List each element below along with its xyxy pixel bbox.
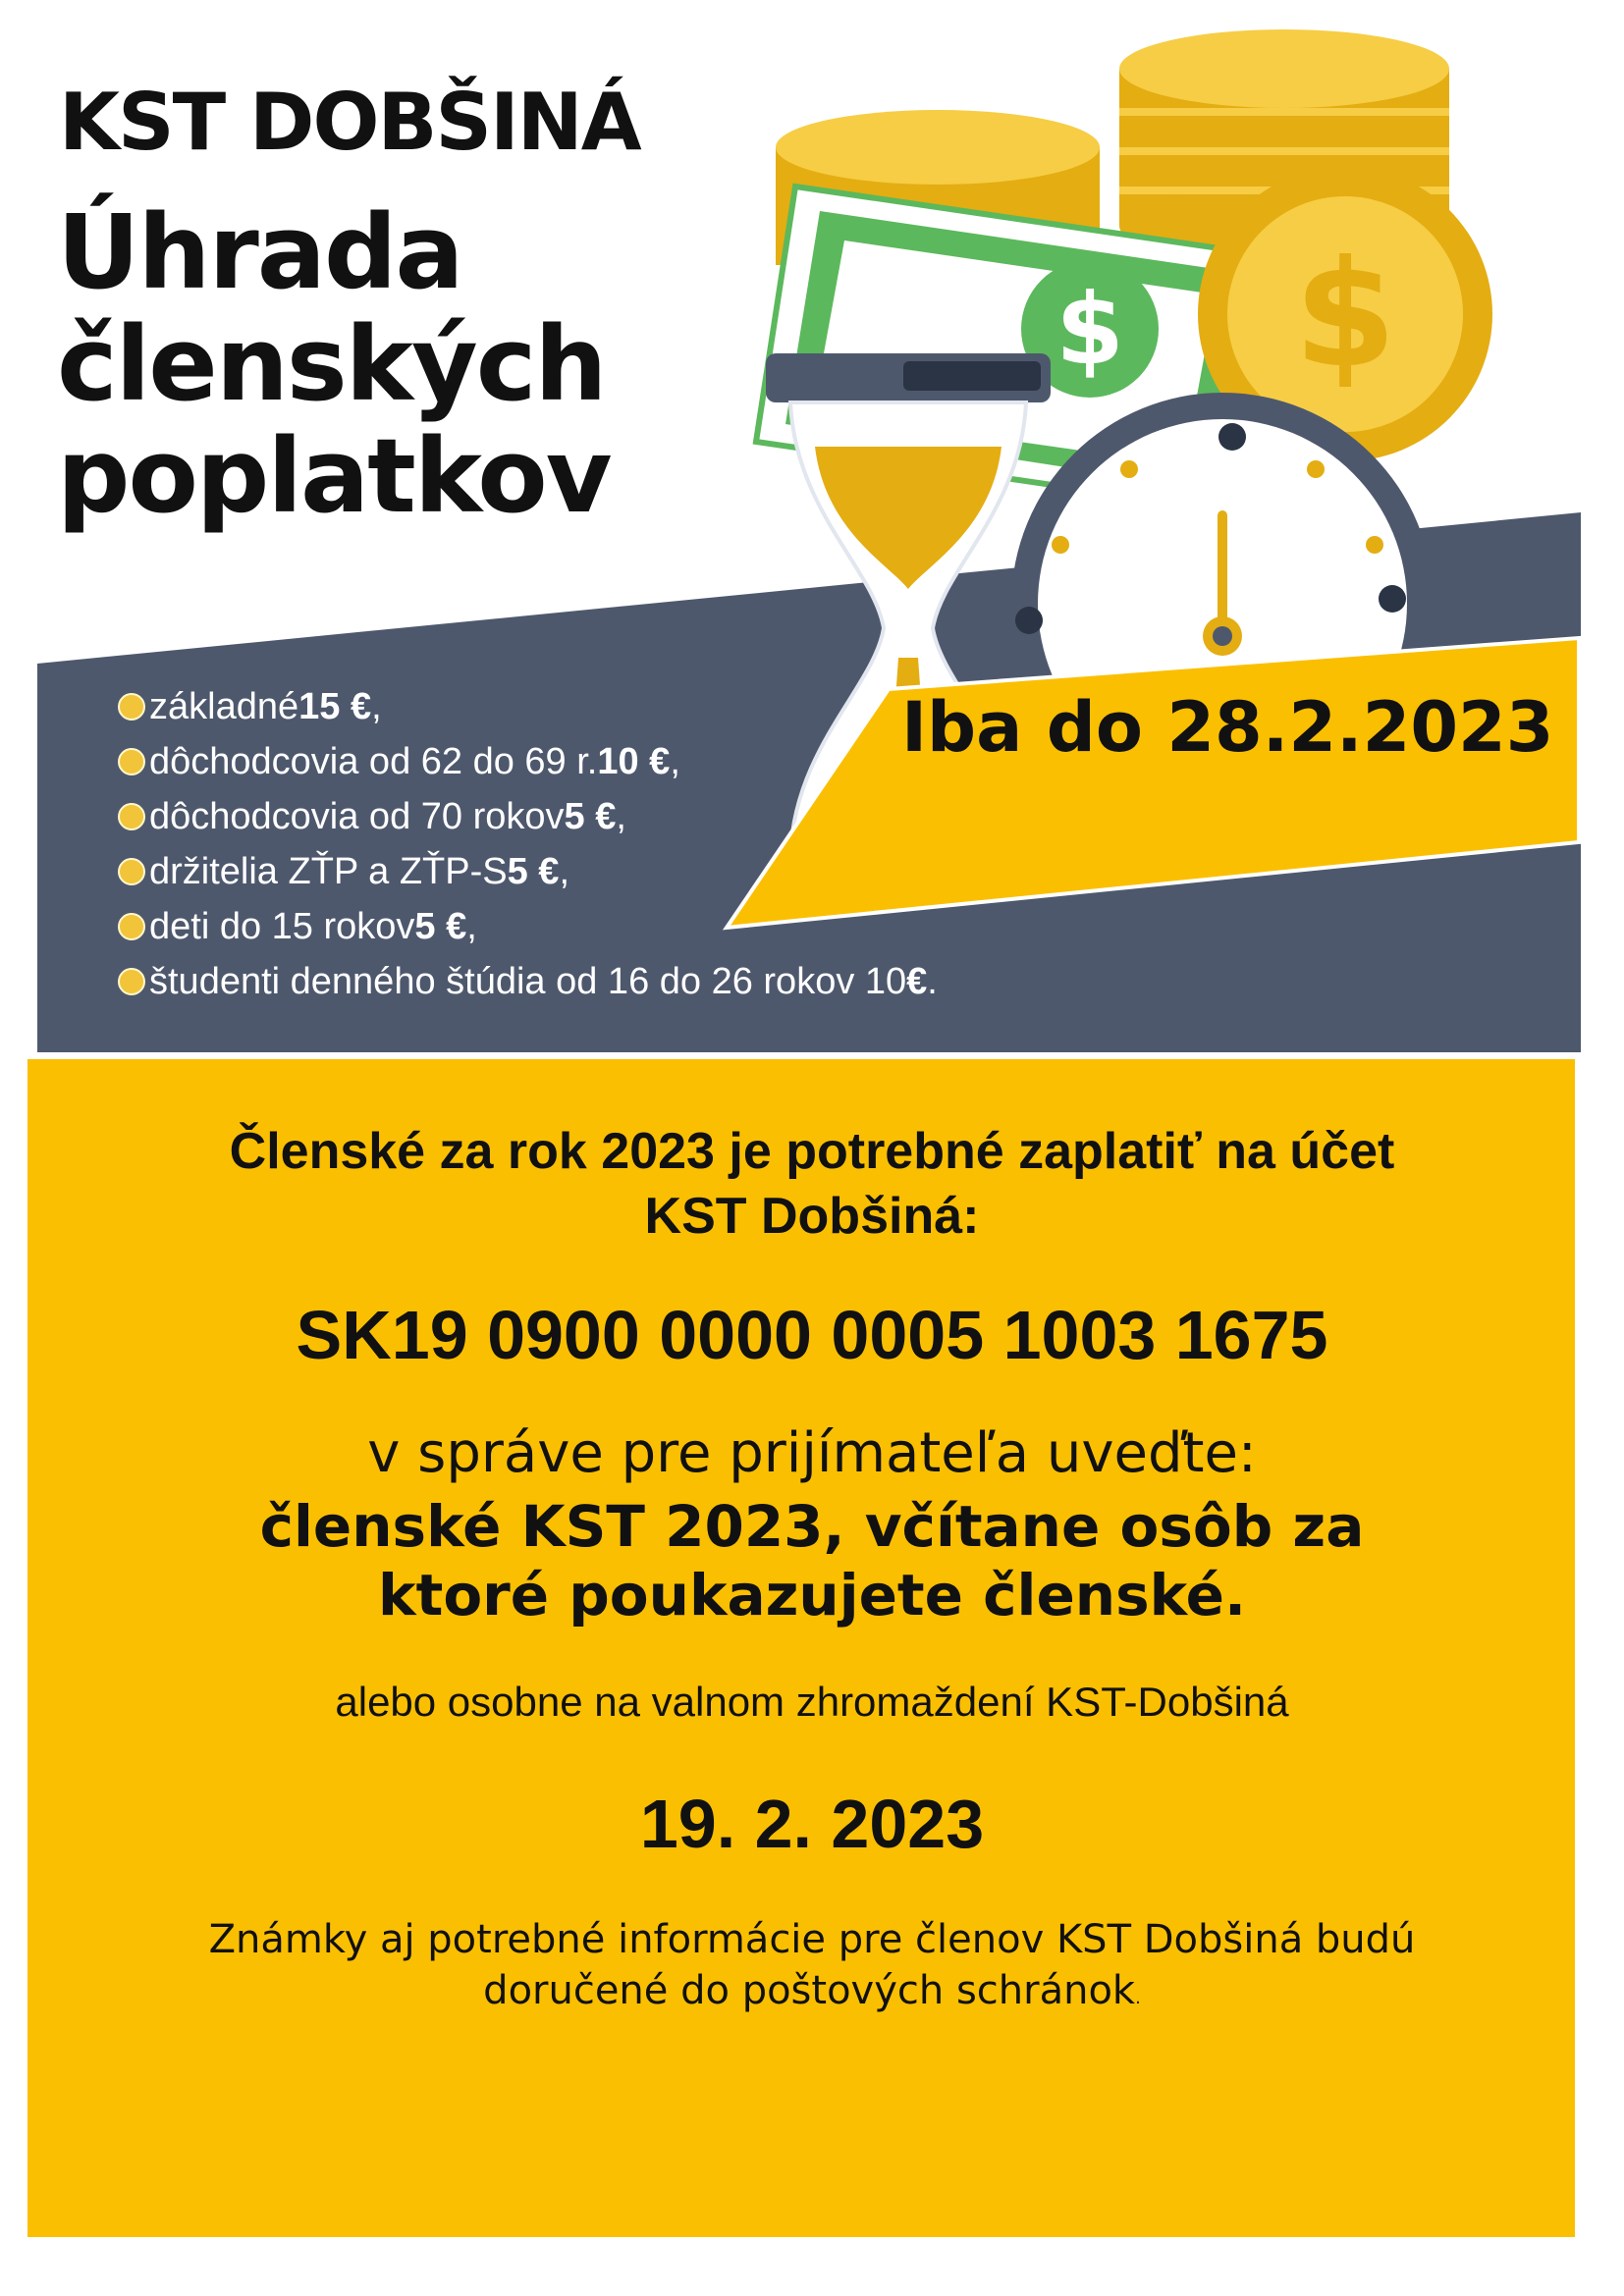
fee-suffix: , <box>559 851 569 892</box>
bullet-icon <box>118 803 145 830</box>
fee-label: študenti denného štúdia od 16 do 26 rokov 10 <box>149 961 907 1002</box>
payment-intro-line-2: KST Dobšiná: <box>644 1188 980 1245</box>
alternative-payment: alebo osobne na valnom zhromaždení KST-Dobšiná <box>335 1679 1289 1725</box>
fee-amount: € <box>906 961 928 1002</box>
delivery-note <box>0 1914 1624 2024</box>
fee-amount: 10 € <box>597 741 671 782</box>
fee-item <box>118 954 938 1009</box>
fee-label: držitelia ZŤP a ZŤP-S <box>149 851 508 892</box>
note-end: . <box>1135 1988 1141 2008</box>
message-line-1: členské KST 2023, včítane osôb za <box>259 1493 1365 1560</box>
fee-item <box>118 789 938 844</box>
note-line-2: doručené do poštových schránok <box>483 1968 1136 2013</box>
payment-intro-line-1: Členské za rok 2023 je potrebné zaplatiť na účet <box>229 1123 1395 1180</box>
organization-name: KST DOBŠINÁ <box>59 77 640 168</box>
fee-list <box>118 679 938 1009</box>
title-line-1: Úhrada <box>57 192 462 312</box>
message-intro: v správe pre prijímateľa uveďte: <box>367 1421 1257 1485</box>
fee-amount: 15 € <box>298 686 372 727</box>
fee-label: dôchodcovia od 62 do 69 r. <box>149 741 598 782</box>
fee-item <box>118 844 938 899</box>
bullet-icon <box>118 968 145 995</box>
fee-suffix: , <box>466 906 477 947</box>
message-text <box>0 1492 1624 1629</box>
fee-suffix: . <box>927 961 938 1002</box>
svg-text:$: $ <box>1056 272 1124 387</box>
title-line-2: členských <box>57 304 606 424</box>
fee-suffix: , <box>670 741 680 782</box>
message-line-2: ktoré poukazujete členské. <box>378 1562 1246 1629</box>
fee-item <box>118 734 938 789</box>
bullet-icon <box>118 913 145 940</box>
note-line-1: Známky aj potrebné informácie pre členov KST Dobšiná budú <box>208 1917 1416 1962</box>
payment-intro <box>0 1119 1624 1249</box>
fee-suffix: , <box>616 796 626 837</box>
bullet-icon <box>118 858 145 885</box>
title-line-3: poplatkov <box>57 416 611 536</box>
fee-suffix: , <box>371 686 382 727</box>
deadline-text: Iba do 28.2.2023 <box>901 687 1554 768</box>
fee-amount: 5 € <box>507 851 560 892</box>
fee-label: základné <box>149 686 299 727</box>
bullet-icon <box>118 693 145 721</box>
meeting-date: 19. 2. 2023 <box>639 1786 985 1862</box>
fee-label: deti do 15 rokov <box>149 906 415 947</box>
fee-amount: 5 € <box>414 906 467 947</box>
fee-item <box>118 899 938 954</box>
fee-item <box>118 679 938 734</box>
svg-text:$: $ <box>1293 230 1397 400</box>
fee-amount: 5 € <box>564 796 617 837</box>
bullet-icon <box>118 748 145 775</box>
fee-label: dôchodcovia od 70 rokov <box>149 796 565 837</box>
page-title <box>57 192 611 536</box>
iban: SK19 0900 0000 0005 1003 1675 <box>296 1297 1328 1373</box>
